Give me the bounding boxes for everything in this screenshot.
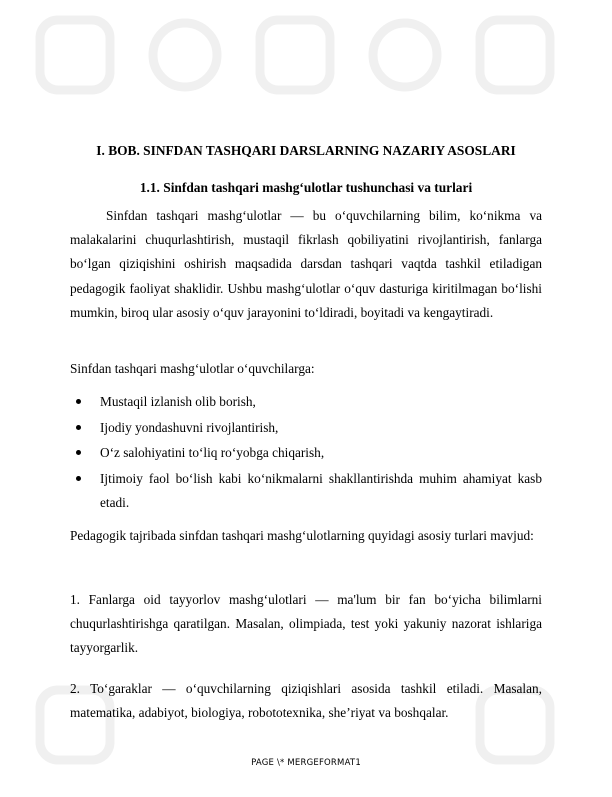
list-item-text: Ijtimoiy faol bo‘lish kabi ko‘nikmalarni shakllantirishda muhim ahamiyat kasb etadi. [100,471,542,511]
list-item [70,390,542,414]
list-item-text: O‘z salohiyatini to‘liq ro‘yobga chiqarish, [100,445,325,461]
type-2-paragraph: 2. To‘garaklar — o‘quvchilarning qiziqishlari asosida tashkil etiladi. Masalan, matematika, adabiyot, biologiya, robototexnika, she’riyat va boshqalar. [70,681,542,721]
list-item [70,416,542,440]
benefits-list [70,390,542,517]
watermark-glyph-4 [373,23,437,87]
list-item [70,467,542,515]
list-item [70,441,542,465]
bullet-icon [76,450,81,455]
bullet-icon [76,425,81,430]
type-1-paragraph: 1. Fanlarga oid tayyorlov mashg‘ulotlari — ma'lum bir fan bo‘yicha bilimlarni chuqurlashtirishga qaratilgan. Masalan, olimpiada, test yoki yakuniy nazorat ishlariga tayyorgarlik. [70,592,542,656]
bullet-icon [76,476,81,481]
watermark-glyph-2 [153,23,217,87]
list-item-text: Ijodiy yondashuvni rivojlantirish, [100,419,279,435]
list-item-text: Mustaqil izlanish olib borish, [100,394,256,409]
intro-paragraph: Sinfdan tashqari mashg‘ulotlar — bu o‘quvchilarning bilim, ko‘nikma va malakalarini chuqurlashtirish, mustaqil fikrlash qobiliyatini rivojlantirish, fanlarga bo‘lgan qiziqishini oshirish maqsadida darsdan tashqari vaqtda tashkil etiladigan pedagogik faoliyat shaklidir. Ushbu mashg‘ulotlar o‘quv dasturiga kiritilmagan bo‘lishi mumkin, biroq ular asosiy o‘quv jarayonini to‘ldiradi, boyitadi va kengaytiradi. [70,208,542,320]
bullet-icon [76,399,81,404]
chapter-title: I. BOB. SINFDAN TASHQARI DARSLARNING NAZARIY ASOSLARI [96,143,516,158]
watermark-glyph-3 [260,20,330,90]
section-title: 1.1. Sinfdan tashqari mashg‘ulotlar tushunchasi va turlari [139,180,473,195]
watermark-glyph-1 [40,20,110,90]
watermark-glyph-5 [480,20,550,90]
types-intro-paragraph: Pedagogik tajribada sinfdan tashqari mashg‘ulotlarning quyidagi asosiy turlari mavjud: [70,528,534,543]
lead-paragraph: Sinfdan tashqari mashg‘ulotlar o‘quvchilarga: [70,361,315,376]
page-footer: PAGE \* MERGEFORMAT1 [251,758,361,768]
